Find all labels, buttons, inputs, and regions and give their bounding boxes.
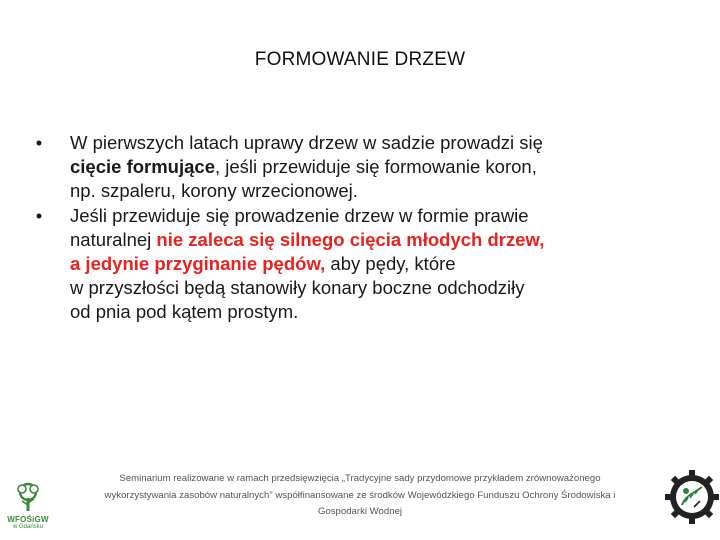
slide-title: FORMOWANIE DRZEW	[254, 49, 466, 70]
bullet-list	[28, 131, 668, 325]
footer-line: wykorzystywania zasobów naturalnych" współfinansowane ze środków Wojewódzkiego Funduszu Ochrony Środowiska i	[104, 489, 616, 501]
organization-seal-icon	[664, 469, 720, 525]
bullet-text-line	[70, 155, 668, 179]
text-fragment: , jeśli przewiduje się formowanie koron,	[215, 156, 537, 178]
emphasis-red-phrase: nie zaleca się silnego cięcia młodych drzew,	[156, 228, 545, 250]
bullet-marker: •	[35, 204, 43, 226]
bullet-text-line: W pierwszych latach uprawy drzew w sadzie prowadzi się	[70, 132, 543, 153]
footer-line: Gospodarki Wodnej	[317, 506, 403, 517]
text-fragment: naturalnej	[70, 228, 157, 250]
bullet-text-line: od pnia pod kątem prostym.	[70, 301, 299, 323]
logo-name: WFOŚiGW	[7, 515, 49, 524]
organization-seal-logo	[664, 469, 720, 525]
bullet-text-line	[70, 228, 668, 252]
bullet-text-line	[70, 252, 668, 276]
wfosigw-logo	[0, 481, 56, 530]
footer-note	[62, 471, 658, 521]
footer-line: Seminarium realizowane w ramach przedsięwzięcia „Tradycyjne sady przydomowe przykładem zrównoważonego	[119, 473, 601, 484]
text-fragment: aby pędy, które	[325, 253, 456, 275]
logo-subtitle: w Gdańsku	[12, 524, 43, 530]
bullet-item	[28, 131, 668, 204]
bullet-marker: •	[35, 132, 43, 153]
bold-phrase: cięcie formujące	[70, 156, 215, 178]
bullet-item	[28, 204, 668, 325]
tree-icon	[0, 481, 56, 515]
bullet-text-line: Jeśli przewiduje się prowadzenie drzew w formie prawie	[70, 204, 529, 226]
bullet-text-line: np. szpaleru, korony wrzecionowej.	[70, 180, 358, 202]
bullet-text-line: w przyszłości będą stanowiły konary boczne odchodziły	[70, 277, 525, 299]
emphasis-red-phrase: a jedynie przyginanie pędów,	[70, 253, 326, 275]
